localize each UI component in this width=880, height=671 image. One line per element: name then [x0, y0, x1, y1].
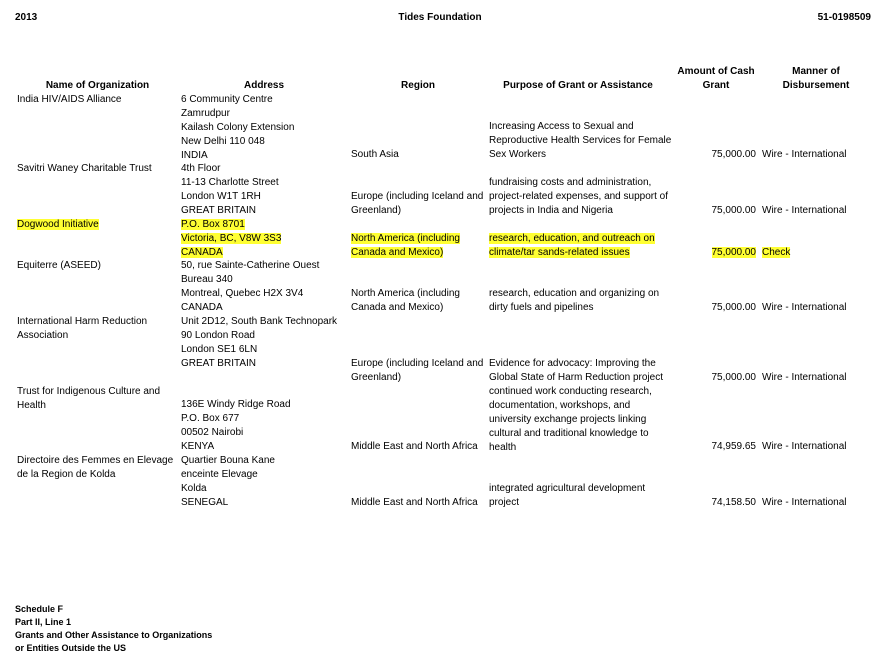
- text-line: [181, 190, 279, 204]
- address-text: Montreal, Quebec H2X 3V4: [181, 288, 304, 299]
- col-amount-header-l1: Amount of Cash: [677, 66, 755, 77]
- col-manner-header-l2: Disbursement: [782, 80, 850, 91]
- text-line: [762, 204, 846, 218]
- text-line: [489, 287, 659, 301]
- name-text: Health: [17, 400, 46, 411]
- text-line: [489, 232, 655, 246]
- address-text: CANADA: [181, 302, 223, 313]
- schedule-footer: [15, 603, 212, 655]
- cell-region: [351, 496, 478, 510]
- col-amount-header-l2: Grant: [702, 80, 730, 91]
- amount-text: 74,158.50: [711, 497, 756, 508]
- address-text: Bureau 340: [181, 274, 233, 285]
- cell-region: [351, 232, 460, 260]
- text-line: [181, 482, 275, 496]
- cell-address: [181, 454, 275, 510]
- text-line: [181, 301, 319, 315]
- cell-amount: [668, 148, 756, 162]
- cell-address: [181, 162, 279, 218]
- purpose-text: university exchange projects linking: [489, 414, 647, 425]
- region-text: Greenland): [351, 205, 402, 216]
- text-line: [668, 246, 756, 260]
- text-line: [17, 315, 147, 329]
- text-line: [181, 454, 275, 468]
- address-text: 4th Floor: [181, 163, 221, 174]
- text-line: [181, 398, 291, 412]
- cell-address: [181, 315, 337, 371]
- footer-line: Grants and Other Assistance to Organizations: [15, 630, 213, 640]
- year: 2013: [15, 12, 38, 23]
- address-text: 136E Windy Ridge Road: [181, 399, 291, 410]
- purpose-text: continued work conducting research,: [489, 386, 652, 397]
- text-line: [351, 232, 460, 246]
- text-line: [17, 454, 173, 468]
- address-text: 50, rue Sainte-Catherine Ouest: [181, 260, 320, 271]
- name-text: India HIV/AIDS Alliance: [17, 94, 122, 105]
- text-line: [17, 218, 99, 232]
- text-line: [351, 148, 399, 162]
- text-line: [489, 385, 652, 399]
- text-line: [181, 273, 319, 287]
- text-line: [17, 399, 160, 413]
- name-text: Savitri Waney Charitable Trust: [17, 163, 152, 174]
- text-line: [489, 482, 645, 496]
- address-text: New Delhi 110 048: [181, 136, 265, 147]
- text-line: [181, 440, 291, 454]
- name-text: Association: [17, 330, 69, 341]
- amount-text: 75,000.00: [711, 149, 756, 160]
- manner-text: Wire - International: [762, 149, 847, 160]
- cell-name: [17, 218, 99, 232]
- text-line: [668, 371, 756, 385]
- cell-amount: [668, 496, 756, 510]
- purpose-text: integrated agricultural development: [489, 483, 646, 494]
- text-line: [489, 190, 668, 204]
- cell-amount: [668, 440, 756, 454]
- purpose-text: Global State of Harm Reduction project: [489, 372, 663, 383]
- name-text: International Harm Reduction: [17, 316, 148, 327]
- purpose-text: fundraising costs and administration,: [489, 177, 652, 188]
- address-text: P.O. Box 677: [181, 413, 240, 424]
- text-line: [489, 441, 652, 455]
- purpose-text: climate/tar sands-related issues: [489, 247, 630, 258]
- text-line: [181, 204, 279, 218]
- region-text: South Asia: [351, 149, 399, 160]
- text-line: [181, 468, 275, 482]
- text-line: [181, 218, 281, 232]
- amount-text: 75,000.00: [711, 302, 756, 313]
- purpose-text: documentation, workshops, and: [489, 400, 631, 411]
- footer-line: Schedule F: [15, 604, 64, 614]
- cell-purpose: [489, 385, 652, 455]
- address-text: GREAT BRITAIN: [181, 358, 257, 369]
- text-line: [181, 135, 294, 149]
- purpose-text: Sex Workers: [489, 149, 547, 160]
- cell-amount: [668, 204, 756, 218]
- text-line: [668, 204, 756, 218]
- col-address-header: Address: [243, 80, 284, 91]
- address-text: 90 London Road: [181, 330, 255, 341]
- footer-line: Part II, Line 1: [15, 617, 72, 627]
- text-line: [181, 246, 281, 260]
- region-text: Canada and Mexico): [351, 247, 444, 258]
- address-text: London SE1 6LN: [181, 344, 258, 355]
- col-manner-header: [768, 65, 864, 93]
- text-line: [181, 357, 337, 371]
- text-line: [489, 148, 671, 162]
- text-line: [181, 121, 294, 135]
- amount-text: 75,000.00: [711, 372, 756, 383]
- text-line: [762, 496, 846, 510]
- name-text: Equiterre (ASEED): [17, 260, 101, 271]
- text-line: [489, 399, 652, 413]
- text-line: [181, 149, 294, 163]
- address-text: Zamrudpur: [181, 108, 230, 119]
- col-region-header: Region: [401, 80, 435, 91]
- text-line: [351, 440, 478, 454]
- address-text: SENEGAL: [181, 497, 229, 508]
- text-line: [351, 204, 483, 218]
- cell-purpose: [489, 120, 671, 162]
- text-line: [351, 371, 483, 385]
- text-line: [181, 315, 337, 329]
- region-text: Europe (including Iceland and: [351, 358, 484, 369]
- region-text: Middle East and North Africa: [351, 441, 478, 452]
- ein: 51-0198509: [817, 12, 871, 23]
- cell-address: [181, 259, 319, 315]
- text-line: [668, 496, 756, 510]
- col-manner-header-l1: Manner of: [792, 66, 840, 77]
- text-line: [181, 162, 279, 176]
- text-line: [181, 426, 291, 440]
- col-purpose-header: Purpose of Grant or Assistance: [503, 80, 653, 91]
- amount-text: 75,000.00: [711, 205, 756, 216]
- manner-text: Wire - International: [762, 372, 847, 383]
- text-line: [351, 301, 460, 315]
- cell-amount: [668, 371, 756, 385]
- text-line: [181, 329, 337, 343]
- region-text: Canada and Mexico): [351, 302, 444, 313]
- cell-name: [17, 93, 122, 107]
- cell-manner: [762, 148, 846, 162]
- cell-region: [351, 440, 478, 454]
- text-line: [489, 176, 668, 190]
- manner-text: Wire - International: [762, 302, 847, 313]
- col-name-header: Name of Organization: [45, 80, 150, 91]
- address-text: 00502 Nairobi: [181, 427, 244, 438]
- cell-manner: [762, 204, 846, 218]
- text-line: [762, 371, 846, 385]
- cell-purpose: [489, 176, 668, 218]
- cell-manner: [762, 496, 846, 510]
- name-text: de la Region de Kolda: [17, 469, 116, 480]
- text-line: [668, 148, 756, 162]
- text-line: [181, 496, 275, 510]
- purpose-text: projects in India and Nigeria: [489, 205, 613, 216]
- name-text: Trust for Indigenous Culture and: [17, 386, 161, 397]
- col-amount-header: [668, 65, 764, 93]
- cell-manner: [762, 301, 846, 315]
- text-line: [181, 93, 294, 107]
- text-line: [181, 176, 279, 190]
- text-line: [351, 246, 460, 260]
- cell-purpose: [489, 357, 663, 385]
- address-text: Victoria, BC, V8W 3S3: [181, 233, 282, 244]
- address-text: Kolda: [181, 483, 207, 494]
- text-line: [181, 107, 294, 121]
- text-line: [668, 301, 756, 315]
- manner-text: Check: [762, 247, 791, 258]
- cell-region: [351, 148, 399, 162]
- text-line: [17, 468, 173, 482]
- purpose-text: Increasing Access to Sexual and: [489, 121, 634, 132]
- text-line: [181, 412, 291, 426]
- text-line: [762, 246, 790, 260]
- text-line: [762, 440, 846, 454]
- cell-manner: [762, 440, 846, 454]
- region-text: Greenland): [351, 372, 402, 383]
- text-line: [489, 120, 671, 134]
- text-line: [351, 190, 483, 204]
- address-text: P.O. Box 8701: [181, 219, 245, 230]
- address-text: Kailash Colony Extension: [181, 122, 295, 133]
- name-text: Dogwood Initiative: [17, 219, 99, 230]
- purpose-text: research, education, and outreach on: [489, 233, 655, 244]
- cell-name: [17, 315, 147, 343]
- text-line: [181, 232, 281, 246]
- amount-text: 74,959.65: [711, 441, 756, 452]
- text-line: [762, 148, 846, 162]
- address-text: KENYA: [181, 441, 215, 452]
- address-text: 11-13 Charlotte Street: [181, 177, 279, 188]
- text-line: [351, 357, 483, 371]
- text-line: [17, 93, 122, 107]
- cell-name: [17, 259, 101, 273]
- text-line: [181, 343, 337, 357]
- address-text: Unit 2D12, South Bank Technopark: [181, 316, 338, 327]
- text-line: [181, 259, 319, 273]
- text-line: [489, 301, 659, 315]
- text-line: [351, 496, 478, 510]
- text-line: [489, 413, 652, 427]
- address-text: INDIA: [181, 150, 208, 161]
- cell-address: [181, 398, 291, 454]
- text-line: [668, 440, 756, 454]
- cell-amount: [668, 246, 756, 260]
- amount-text: 75,000.00: [711, 247, 756, 258]
- text-line: [489, 427, 652, 441]
- cell-manner: [762, 246, 790, 260]
- cell-amount: [668, 301, 756, 315]
- address-text: London W1T 1RH: [181, 191, 261, 202]
- footer-line: or Entities Outside the US: [15, 643, 127, 653]
- address-text: Quartier Bouna Kane: [181, 455, 275, 466]
- purpose-text: Evidence for advocacy: Improving the: [489, 358, 656, 369]
- text-line: [17, 329, 147, 343]
- cell-purpose: [489, 482, 645, 510]
- cell-name: [17, 454, 173, 482]
- page-title: Tides Foundation: [398, 12, 482, 23]
- purpose-text: project: [489, 497, 520, 508]
- text-line: [17, 162, 152, 176]
- region-text: Middle East and North Africa: [351, 497, 478, 508]
- address-text: GREAT BRITAIN: [181, 205, 257, 216]
- address-text: CANADA: [181, 247, 223, 258]
- text-line: [489, 496, 645, 510]
- purpose-text: dirty fuels and pipelines: [489, 302, 594, 313]
- text-line: [489, 134, 671, 148]
- text-line: [489, 357, 663, 371]
- text-line: [489, 246, 655, 260]
- text-line: [489, 204, 668, 218]
- cell-region: [351, 287, 460, 315]
- purpose-text: health: [489, 442, 517, 453]
- address-text: 6 Community Centre: [181, 94, 273, 105]
- cell-address: [181, 93, 294, 163]
- cell-region: [351, 357, 483, 385]
- address-text: enceinte Elevage: [181, 469, 258, 480]
- region-text: North America (including: [351, 288, 460, 299]
- cell-name: [17, 162, 152, 176]
- manner-text: Wire - International: [762, 497, 847, 508]
- cell-manner: [762, 371, 846, 385]
- manner-text: Wire - International: [762, 441, 847, 452]
- manner-text: Wire - International: [762, 205, 847, 216]
- region-text: Europe (including Iceland and: [351, 191, 484, 202]
- text-line: [17, 259, 101, 273]
- name-text: Directoire des Femmes en Elevage: [17, 455, 174, 466]
- text-line: [181, 287, 319, 301]
- purpose-text: cultural and traditional knowledge to: [489, 428, 649, 439]
- purpose-text: research, education and organizing on: [489, 288, 660, 299]
- cell-name: [17, 385, 160, 413]
- purpose-text: project-related expenses, and support of: [489, 191, 668, 202]
- cell-purpose: [489, 287, 659, 315]
- region-text: North America (including: [351, 233, 460, 244]
- cell-address: [181, 218, 281, 260]
- cell-purpose: [489, 232, 655, 260]
- cell-region: [351, 190, 483, 218]
- purpose-text: Reproductive Health Services for Female: [489, 135, 672, 146]
- text-line: [762, 301, 846, 315]
- text-line: [489, 371, 663, 385]
- text-line: [17, 385, 160, 399]
- text-line: [351, 287, 460, 301]
